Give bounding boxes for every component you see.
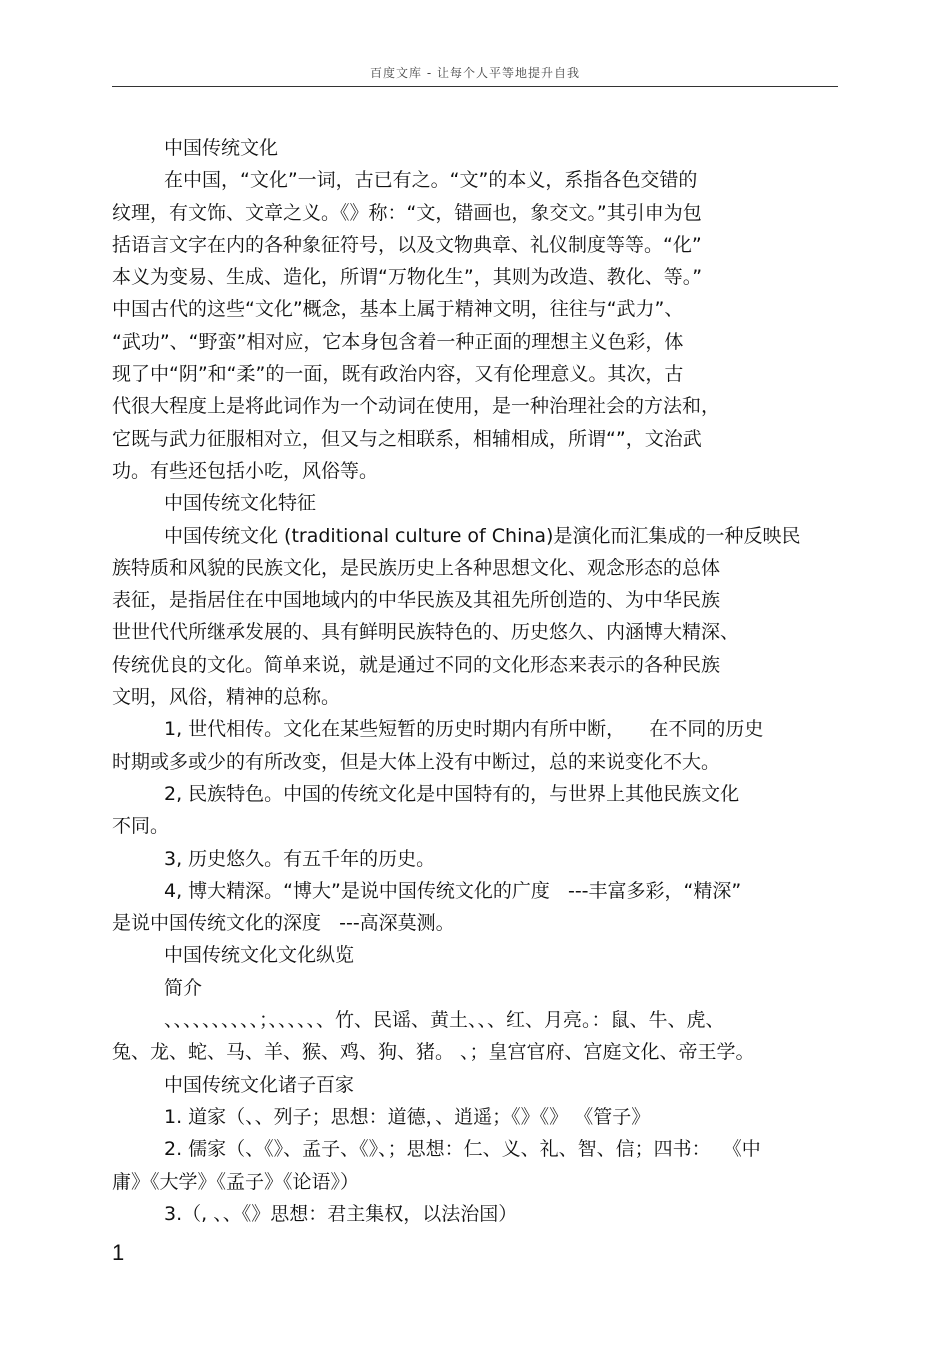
text-line: 在中国，“文化”一词，古已有之。“文”的本义，系指各色交错的 bbox=[164, 169, 698, 192]
text-line: 1. 道家（、、列子；思想：道德，、逍遥；《》《》 《管子》 bbox=[164, 1105, 651, 1128]
text-line: 2. 儒家（、《》、孟子、《》、；思想：仁、义、礼、智、信；四书： 《中 bbox=[164, 1138, 761, 1161]
text-line: 、、、、、、、、、、；、、、、、、竹、民谣、黄土、、、红、月亮。：鼠、牛、虎、 bbox=[164, 1009, 725, 1032]
text-line: 功。有些还包括小吃，风俗等。 bbox=[112, 459, 379, 482]
page-header: 百度文库 - 让每个人平等地提升自我 bbox=[370, 66, 580, 80]
text-line: 中国传统文化诸子百家 bbox=[164, 1073, 355, 1096]
text-line: 中国传统文化 (traditional culture of China)是演化而汇集成的一种反映民 bbox=[164, 524, 801, 547]
text-line: 2, 民族特色。中国的传统文化是中国特有的，与世界上其他民族文化 bbox=[164, 782, 740, 805]
page-number: 1 bbox=[112, 1240, 125, 1265]
text-line: 括语言文字在内的各种象征符号，以及文物典章、礼仪制度等等。“化” bbox=[112, 233, 702, 256]
text-line: 现了中“阴”和“柔”的一面，既有政治内容，又有伦理意义。其次，古 bbox=[112, 363, 684, 386]
text-line: 中国传统文化文化纵览 bbox=[164, 944, 355, 967]
document-body bbox=[112, 132, 838, 1230]
text-line: 时期或多或少的有所改变，但是大体上没有中断过，总的来说变化不大。 bbox=[112, 750, 721, 773]
text-line: 3, 历史悠久。有五千年的历史。 bbox=[164, 847, 436, 870]
text-line: 本义为变易、生成、造化，所谓“万物化生”，其则为改造、教化、等。” bbox=[112, 266, 703, 289]
text-line: 不同。 bbox=[112, 815, 170, 838]
text-line: 简介 bbox=[164, 976, 203, 999]
text-line: 中国传统文化特征 bbox=[164, 492, 317, 515]
text-line: 代很大程度上是将此词作为一个动词在使用，是一种治理社会的方法和， bbox=[112, 395, 721, 418]
text-line: 纹理，有文饰、文章之义。《》称：“文，错画也，象交文。”其引申为包 bbox=[112, 201, 702, 224]
text-line: 它既与武力征服相对立，但又与之相联系，相辅相成，所谓“”，文治武 bbox=[112, 427, 702, 450]
header-rule bbox=[112, 86, 838, 87]
text-line: 兔、龙、蛇、马、羊、猴、鸡、狗、猪。 、；皇宫官府、宫庭文化、帝王学。 bbox=[112, 1041, 755, 1064]
text-line: “武功”、“野蛮”相对应，它本身包含着一种正面的理想主义色彩，体 bbox=[112, 330, 684, 353]
text-line: 传统优良的文化。简单来说，就是通过不同的文化形态来表示的各种民族 bbox=[112, 653, 721, 676]
text-line: 庸》《大学》《孟子》《论语》） bbox=[112, 1170, 360, 1193]
text-line: 中国传统文化 bbox=[164, 137, 279, 159]
text-line: 表征，是指居住在中国地域内的中华民族及其祖先所创造的、为中华民族 bbox=[112, 589, 721, 612]
text-line: 4, 博大精深。“博大”是说中国传统文化的广度 ---丰富多彩，“精深” bbox=[164, 879, 742, 902]
text-line: 中国古代的这些“文化”概念，基本上属于精神文明，往往与“武力”、 bbox=[112, 298, 684, 321]
text-line: 族特质和风貌的民族文化，是民族历史上各种思想文化、观念形态的总体 bbox=[112, 556, 721, 579]
text-line: 是说中国传统文化的深度 ---高深莫测。 bbox=[112, 912, 455, 935]
text-line: 文明，风俗，精神的总称。 bbox=[112, 686, 341, 709]
text-line: 3.（, 、、《》思想：君主集权，以法治国） bbox=[164, 1202, 518, 1225]
text-line: 1, 世代相传。文化在某些短暂的历史时期内有所中断， 在不同的历史 bbox=[164, 718, 764, 741]
text-line: 世世代代所继承发展的、具有鲜明民族特色的、历史悠久、内涵博大精深、 bbox=[112, 621, 740, 644]
